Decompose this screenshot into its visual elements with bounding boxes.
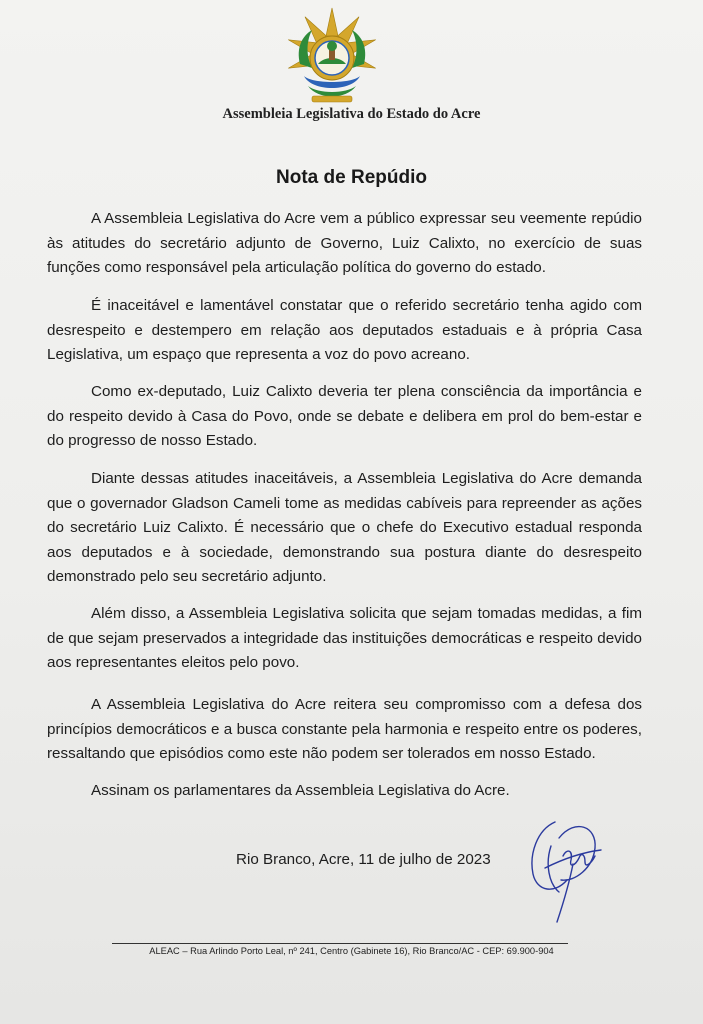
paragraph-2: É inaceitável e lamentável constatar que o referido secretário tenha agido com desrespeito e destempero em relação aos deputados estaduais e à própria Casa Legislativa, um espaço que representa a voz do povo acreano. (47, 297, 642, 363)
footer-divider (112, 943, 568, 944)
paragraph-7: Assinam os parlamentares da Assembleia Legislativa do Acre. (91, 782, 510, 799)
acre-coat-of-arms-icon (282, 6, 382, 106)
handwritten-signature-icon (515, 808, 610, 928)
paragraph-1: A Assembleia Legislativa do Acre vem a público expressar seu veemente repúdio às atitudes do secretário adjunto de Governo, Luiz Calixto, no exercício de suas funções como responsável pela articulação política do governo do estado. (47, 210, 642, 276)
place-date: Rio Branco, Acre, 11 de julho de 2023 (236, 851, 491, 868)
footer-address: ALEAC – Rua Arlindo Porto Leal, nº 241, Centro (Gabinete 16), Rio Branco/AC - CEP: 69.900-904 (149, 946, 554, 956)
institution-name: Assembleia Legislativa do Estado do Acre (222, 106, 481, 122)
paragraph-5: Além disso, a Assembleia Legislativa solicita que sejam tomadas medidas, a fim de que sejam preservados a integridade das instituições democráticas e respeito devido aos representantes eleitos pelo povo. (47, 605, 642, 671)
paragraph-4: Diante dessas atitudes inaceitáveis, a Assembleia Legislativa do Acre demanda que o governador Gladson Cameli tome as medidas cabíveis para repreender as ações do secretário Luiz Calixto. É necessário que o chefe do Executivo estadual responda aos deputados e à sociedade, demonstrando sua postura diante do desrespeito demonstrado pelo seu secretário adjunto. (47, 470, 642, 585)
paragraph-6: A Assembleia Legislativa do Acre reitera seu compromisso com a defesa dos princípios democráticos e a busca constante pela harmonia e respeito entre os poderes, ressaltando que episódios como este não podem ser tolerados em nosso Estado. (47, 696, 642, 762)
page-title: Nota de Repúdio (276, 167, 427, 188)
paragraph-3: Como ex-deputado, Luiz Calixto deveria ter plena consciência da importância e do respeito devido à Casa do Povo, onde se debate e delibera em prol do bem-estar e do progresso de nosso Estado. (47, 383, 642, 449)
